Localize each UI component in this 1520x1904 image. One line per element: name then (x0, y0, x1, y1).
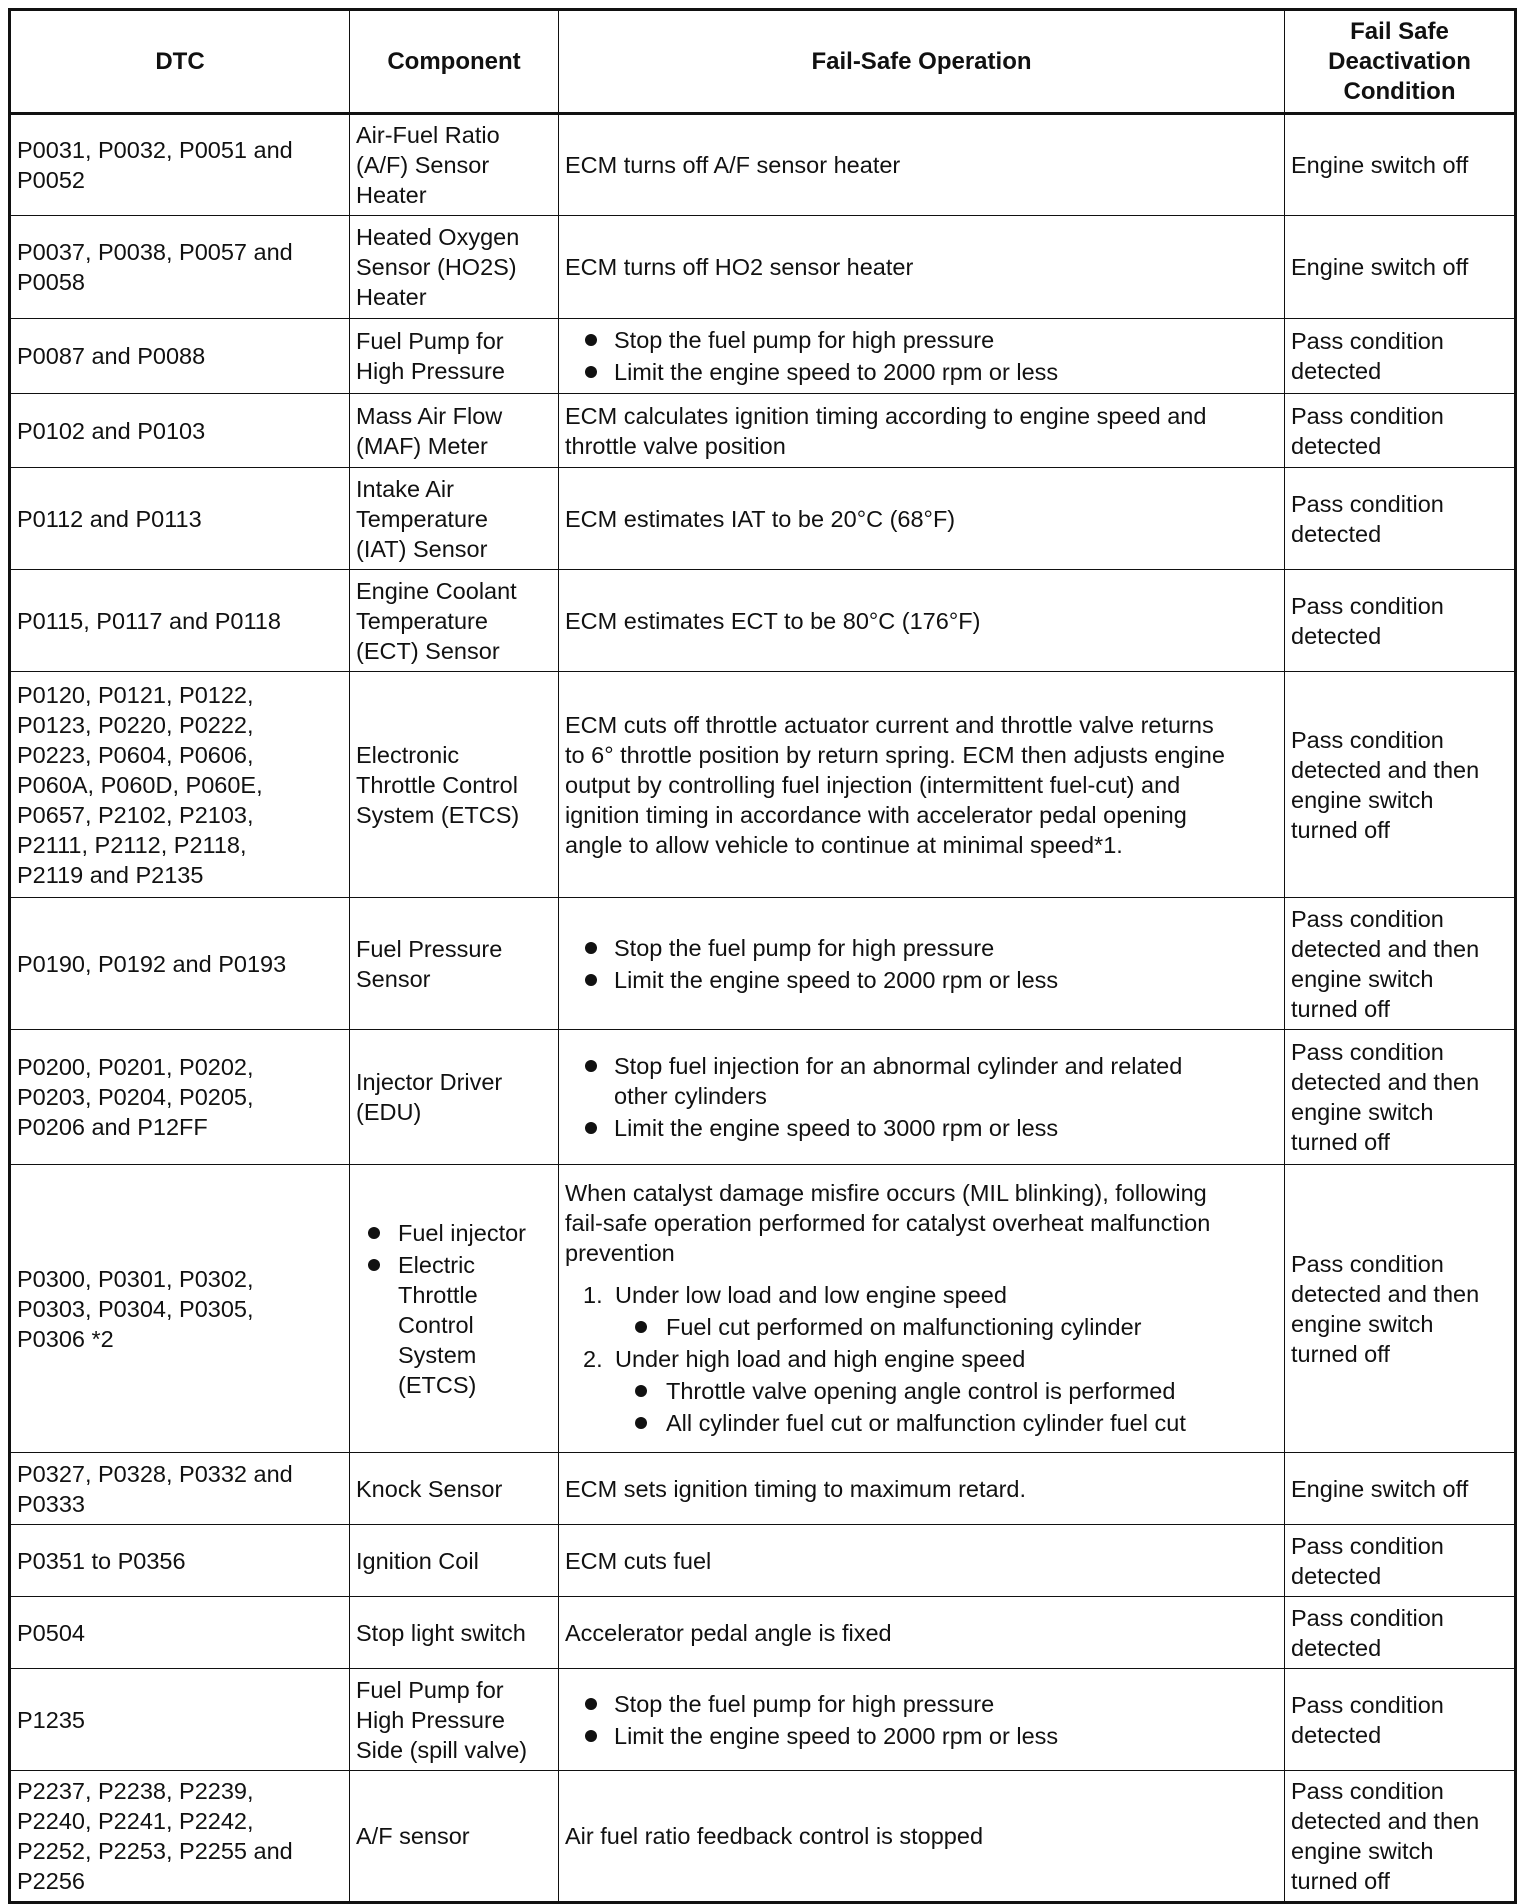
deactivation-cell: Pass condition detected (1285, 319, 1516, 394)
table-row (10, 1453, 1516, 1525)
table-row (10, 394, 1516, 468)
operation-cell: Air fuel ratio feedback control is stopped (559, 1771, 1285, 1903)
operation-cell: ECM turns off A/F sensor heater (559, 114, 1285, 216)
dtc-cell: P0327, P0328, P0332 and P0333 (10, 1453, 350, 1525)
deactivation-cell: Pass condition detected and then engine switch turned off (1285, 1771, 1516, 1903)
header-deactivation-condition: Fail Safe Deactivation Condition (1285, 10, 1516, 114)
list-item: Fuel cut performed on malfunctioning cylinder (633, 1312, 1278, 1342)
list-item (583, 1344, 1278, 1438)
table-row (10, 898, 1516, 1030)
table-row (10, 1597, 1516, 1669)
component-cell: Engine Coolant Temperature (ECT) Sensor (350, 570, 559, 672)
step-list (565, 1280, 1278, 1438)
deactivation-cell: Pass condition detected (1285, 1669, 1516, 1771)
table-row (10, 114, 1516, 216)
deactivation-cell: Pass condition detected (1285, 1597, 1516, 1669)
component-cell: Mass Air Flow (MAF) Meter (350, 394, 559, 468)
list-item: Fuel injector (366, 1218, 552, 1248)
operation-cell (559, 898, 1285, 1030)
operation-cell: ECM cuts off throttle actuator current and throttle valve returns to 6° throttle position by return spring. ECM then adjusts engine output by controlling fuel injection (intermittent fuel-cut) and ignition timing in accordance with accelerator pedal opening angle to allow vehicle to continue at minimal speed*1. (559, 672, 1285, 898)
table-row (10, 1030, 1516, 1165)
step-text: Under high load and high engine speed (615, 1345, 1026, 1372)
operation-bullet-list (565, 1051, 1278, 1143)
operation-cell (559, 1165, 1285, 1453)
deactivation-cell: Pass condition detected and then engine switch turned off (1285, 1030, 1516, 1165)
dtc-cell: P0200, P0201, P0202, P0203, P0204, P0205, P0206 and P12FF (10, 1030, 350, 1165)
component-cell: Ignition Coil (350, 1525, 559, 1597)
dtc-cell: P0504 (10, 1597, 350, 1669)
component-cell: Intake Air Temperature (IAT) Sensor (350, 468, 559, 570)
table-row (10, 570, 1516, 672)
operation-cell (559, 1030, 1285, 1165)
operation-bullet-list (565, 325, 1278, 387)
operation-intro: When catalyst damage misfire occurs (MIL blinking), following fail-safe operation performed for catalyst overheat malfunction prevention (565, 1179, 1211, 1266)
operation-cell (559, 1669, 1285, 1771)
table-row (10, 319, 1516, 394)
table-row (10, 216, 1516, 319)
component-cell (350, 1165, 559, 1453)
list-item: Stop the fuel pump for high pressure (583, 1689, 1278, 1719)
operation-cell: ECM cuts fuel (559, 1525, 1285, 1597)
operation-cell: ECM turns off HO2 sensor heater (559, 216, 1285, 319)
dtc-cell: P0190, P0192 and P0193 (10, 898, 350, 1030)
operation-cell: ECM calculates ignition timing according to engine speed and throttle valve position (559, 394, 1285, 468)
component-cell: Electronic Throttle Control System (ETCS) (350, 672, 559, 898)
list-item: Limit the engine speed to 2000 rpm or less (583, 965, 1278, 995)
deactivation-cell: Pass condition detected and then engine switch turned off (1285, 898, 1516, 1030)
table-row (10, 1525, 1516, 1597)
deactivation-cell: Pass condition detected and then engine switch turned off (1285, 1165, 1516, 1453)
component-cell: Knock Sensor (350, 1453, 559, 1525)
fail-safe-table (8, 8, 1517, 1904)
header-component: Component (350, 10, 559, 114)
deactivation-cell: Pass condition detected and then engine switch turned off (1285, 672, 1516, 898)
list-item: Electric Throttle Control System (ETCS) (366, 1250, 552, 1400)
document-page (8, 8, 1514, 1892)
deactivation-cell: Pass condition detected (1285, 570, 1516, 672)
operation-cell: ECM estimates IAT to be 20°C (68°F) (559, 468, 1285, 570)
header-fail-safe-operation: Fail-Safe Operation (559, 10, 1285, 114)
table-row (10, 1165, 1516, 1453)
list-item: Limit the engine speed to 3000 rpm or less (583, 1113, 1278, 1143)
dtc-cell: P0037, P0038, P0057 and P0058 (10, 216, 350, 319)
component-cell: Fuel Pump for High Pressure (350, 319, 559, 394)
header-dtc: DTC (10, 10, 350, 114)
table-row (10, 1669, 1516, 1771)
operation-cell (559, 319, 1285, 394)
list-item: Stop fuel injection for an abnormal cylinder and related other cylinders (583, 1051, 1278, 1111)
list-item: Throttle valve opening angle control is performed (633, 1376, 1278, 1406)
list-item: Limit the engine speed to 2000 rpm or less (583, 357, 1278, 387)
operation-cell: Accelerator pedal angle is fixed (559, 1597, 1285, 1669)
deactivation-cell: Engine switch off (1285, 216, 1516, 319)
deactivation-cell: Pass condition detected (1285, 394, 1516, 468)
component-cell: Fuel Pressure Sensor (350, 898, 559, 1030)
dtc-cell: P0112 and P0113 (10, 468, 350, 570)
dtc-cell: P0115, P0117 and P0118 (10, 570, 350, 672)
component-cell: Fuel Pump for High Pressure Side (spill valve) (350, 1669, 559, 1771)
dtc-cell: P0351 to P0356 (10, 1525, 350, 1597)
dtc-cell: P0120, P0121, P0122, P0123, P0220, P0222, P0223, P0604, P0606, P060A, P060D, P060E, P0657, P2102, P2103, P2111, P2112, P2118, P2119 and P2135 (10, 672, 350, 898)
dtc-cell: P2237, P2238, P2239, P2240, P2241, P2242, P2252, P2253, P2255 and P2256 (10, 1771, 350, 1903)
list-item (583, 1280, 1278, 1342)
table-header-row (10, 10, 1516, 114)
sub-bullet-list (583, 1376, 1278, 1438)
component-cell: A/F sensor (350, 1771, 559, 1903)
list-item: Stop the fuel pump for high pressure (583, 325, 1278, 355)
component-bullet-list (352, 1218, 552, 1400)
component-cell: Injector Driver (EDU) (350, 1030, 559, 1165)
step-number: 1. (583, 1281, 603, 1308)
operation-cell: ECM sets ignition timing to maximum retard. (559, 1453, 1285, 1525)
list-item: Limit the engine speed to 2000 rpm or less (583, 1721, 1278, 1751)
dtc-cell: P0102 and P0103 (10, 394, 350, 468)
deactivation-cell: Engine switch off (1285, 114, 1516, 216)
operation-bullet-list (565, 933, 1278, 995)
dtc-cell: P1235 (10, 1669, 350, 1771)
list-item: All cylinder fuel cut or malfunction cylinder fuel cut (633, 1408, 1278, 1438)
operation-cell: ECM estimates ECT to be 80°C (176°F) (559, 570, 1285, 672)
deactivation-cell: Pass condition detected (1285, 468, 1516, 570)
sub-bullet-list (583, 1312, 1278, 1342)
deactivation-cell: Engine switch off (1285, 1453, 1516, 1525)
list-item: Stop the fuel pump for high pressure (583, 933, 1278, 963)
table-row (10, 672, 1516, 898)
step-number: 2. (583, 1345, 603, 1372)
dtc-cell: P0031, P0032, P0051 and P0052 (10, 114, 350, 216)
table-row (10, 468, 1516, 570)
component-cell: Air-Fuel Ratio (A/F) Sensor Heater (350, 114, 559, 216)
step-text: Under low load and low engine speed (615, 1281, 1007, 1308)
table-row (10, 1771, 1516, 1903)
operation-bullet-list (565, 1689, 1278, 1751)
deactivation-cell: Pass condition detected (1285, 1525, 1516, 1597)
dtc-cell: P0300, P0301, P0302, P0303, P0304, P0305, P0306 *2 (10, 1165, 350, 1453)
dtc-cell: P0087 and P0088 (10, 319, 350, 394)
component-cell: Heated Oxygen Sensor (HO2S) Heater (350, 216, 559, 319)
component-cell: Stop light switch (350, 1597, 559, 1669)
